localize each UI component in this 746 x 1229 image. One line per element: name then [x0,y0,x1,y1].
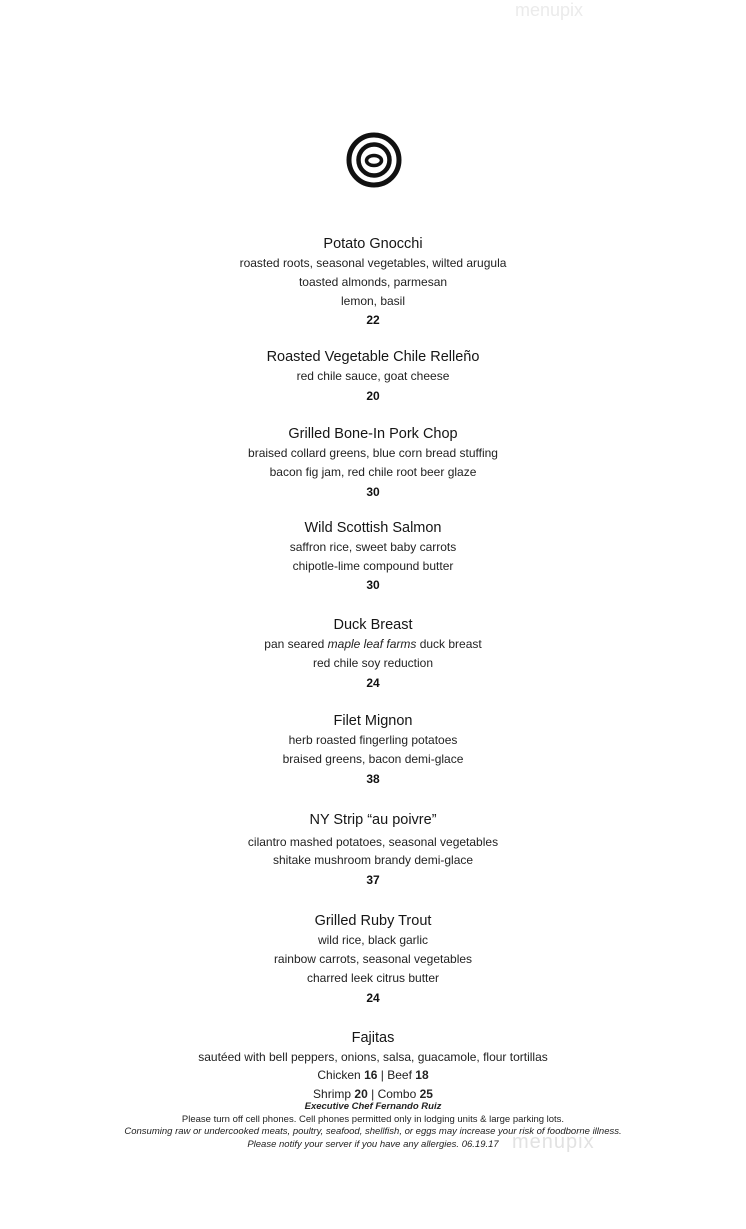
item-title: Grilled Ruby Trout [314,913,432,930]
item-title: Grilled Bone-In Pork Chop [288,426,458,443]
menu-list [0,234,746,1104]
foodborne-warning: Consuming raw or undercooked meats, poultry, seafood, shellfish, or eggs may increase your risk of foodborne illness. [124,1126,622,1138]
item-description: braised greens, bacon demi-glace [282,751,464,766]
item-description: roasted roots, seasonal vegetables, wilted arugula [239,256,507,270]
separator: | [380,1068,384,1083]
item-description: charred leek citrus butter [306,970,440,985]
menu-item-filet-mignon [0,711,746,789]
item-price: 24 [366,990,380,1005]
item-description: lemon, basil [340,293,406,308]
item-description: sautéed with bell peppers, onions, salsa, guacamole, flour tortillas [198,1049,548,1064]
menu-item-ny-strip [0,810,746,891]
chicken-price: 16 [364,1068,378,1083]
menu-item-salmon [0,518,746,596]
item-price: 24 [366,675,380,690]
chef-credit: Executive Chef Fernando Ruiz [304,1101,442,1112]
item-description [0,635,746,654]
fajitas-options-row-1 [0,1066,746,1085]
item-description: shitake mushroom brandy demi-glace [272,853,474,868]
item-title: Fajitas [351,1029,395,1046]
combo-label: Combo [377,1087,417,1102]
beef-price: 18 [415,1068,429,1083]
item-title: NY Strip “au poivre” [309,811,437,828]
item-price: 20 [366,389,380,404]
shrimp-label: Shrimp [313,1087,352,1102]
duck-line-pre: pan seared [264,637,328,652]
spiral-logo-icon [345,131,403,189]
item-title: Wild Scottish Salmon [304,519,442,536]
menu-item-potato-gnocchi [0,234,746,330]
shrimp-price: 20 [354,1087,368,1102]
item-title: Roasted Vegetable Chile Relleño [266,349,480,366]
watermark-top: menupix [515,0,584,20]
item-title: Duck Breast [333,617,413,634]
item-title: Potato Gnocchi [323,236,423,252]
item-description: braised collard greens, blue corn bread stuffing [248,446,498,461]
item-description: herb roasted fingerling potatoes [288,732,458,747]
combo-price: 25 [419,1087,433,1102]
cell-phone-notice: Please turn off cell phones. Cell phones permitted only in lodging units & large parking lots. [181,1113,565,1125]
item-description: rainbow carrots, seasonal vegetables [273,951,473,966]
item-price: 38 [366,771,380,786]
duck-line-italic: maple leaf farms [327,637,417,652]
item-description: red chile sauce, goat cheese [296,369,450,384]
separator: | [371,1087,375,1102]
menu-item-duck-breast [0,615,746,693]
item-description: toasted almonds, parmesan [298,274,448,289]
item-description: saffron rice, sweet baby carrots [289,539,457,554]
beef-label: Beef [387,1068,412,1083]
item-description: red chile soy reduction [312,656,434,671]
item-description: chipotle-lime compound butter [292,558,454,573]
item-description: wild rice, black garlic [317,933,429,948]
menu-footer [0,1101,746,1151]
chicken-label: Chicken [317,1068,361,1083]
menu-item-pork-chop [0,424,746,502]
item-price: 37 [366,873,380,888]
item-price: 30 [366,484,380,499]
item-price: 22 [366,313,380,328]
menu-item-fajitas [0,1028,746,1104]
item-price: 30 [366,578,380,593]
watermark: menupix [512,1131,595,1153]
duck-line-post: duck breast [416,637,482,652]
menu-item-chile-relleno [0,347,746,406]
menu-item-ruby-trout [0,911,746,1007]
allergy-notice: Please notify your server if you have any allergies. 06.19.17 [247,1138,499,1150]
item-description: bacon fig jam, red chile root beer glaze [269,464,477,479]
item-title: Filet Mignon [333,712,413,729]
item-description: cilantro mashed potatoes, seasonal vegetables [247,834,499,849]
